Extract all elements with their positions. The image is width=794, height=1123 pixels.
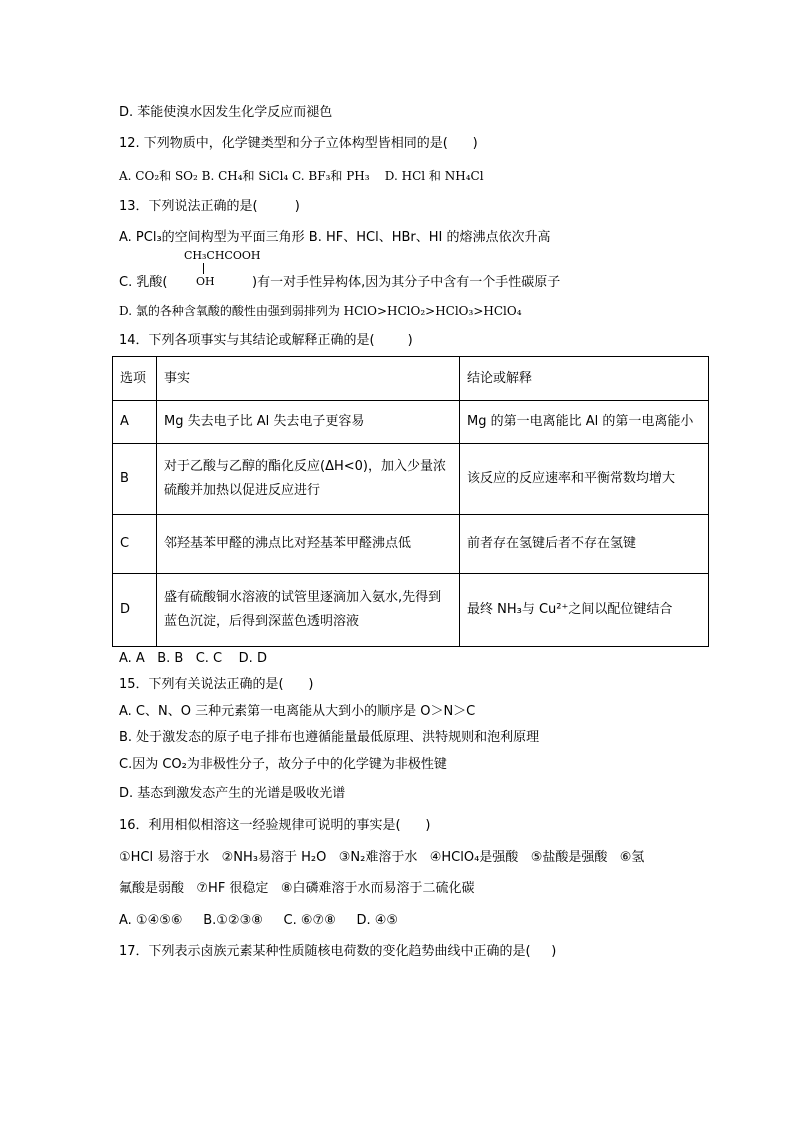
lactic-acid-formula-oh: OH <box>196 275 215 288</box>
q16-line2: 氟酸是弱酸 ⑦HF 很稳定 ⑧白磷难溶于水而易溶于二硫化碳 <box>119 881 475 896</box>
formula-bond <box>203 263 204 274</box>
q15-stem: 15．下列有关说法正确的是( ) <box>119 677 314 692</box>
row-fact: 邻羟基苯甲醛的沸点比对羟基苯甲醛沸点低 <box>157 515 460 574</box>
q15-option-d: D. 基态到激发态产生的光谱是吸收光谱 <box>119 786 346 801</box>
row-conclusion: Mg 的第一电离能比 Al 的第一电离能小 <box>460 401 709 444</box>
q16-line1: ①HCl 易溶于水 ②NH₃易溶于 H₂O ③N₂难溶于水 ④HClO₄是强酸 ⑤盐酸是强酸 ⑥氢 <box>119 850 645 865</box>
q15-option-a: A. C、N、O 三种元素第一电离能从大到小的顺序是 O＞N＞C <box>119 704 476 719</box>
q16-stem: 16．利用相似相溶这一经验规律可说明的事实是( ) <box>119 818 431 833</box>
row-conclusion: 前者存在氢键后者不存在氢键 <box>460 515 709 574</box>
q13-option-a: A. PCl₃的空间构型为平面三角形 B. HF、HCl、HBr、HI 的熔沸点依次升高 <box>119 230 551 245</box>
q14-stem: 14．下列各项事实与其结论或解释正确的是( ) <box>119 333 413 348</box>
q11-option-d: D. 苯能使溴水因发生化学反应而褪色 <box>119 105 333 120</box>
row-fact: 对于乙酸与乙醇的酯化反应(ΔH<0)，加入少量浓硫酸并加热以促进反应进行 <box>157 444 460 515</box>
lactic-acid-structure <box>184 249 261 288</box>
header-conclusion: 结论或解释 <box>460 357 709 401</box>
q15-option-c: C.因为 CO₂为非极性分子，故分子中的化学键为非极性键 <box>119 757 447 772</box>
row-fact: Mg 失去电子比 Al 失去电子更容易 <box>157 401 460 444</box>
q12-stem: 12. 下列物质中，化学键类型和分子立体构型皆相同的是( ) <box>119 136 478 151</box>
q13-option-c-prefix: C. 乳酸( <box>119 275 168 290</box>
q12-options: A. CO₂和 SO₂ B. CH₄和 SiCl₄ C. BF₃和 PH₃ D. HCl 和 NH₄Cl <box>119 169 484 183</box>
table-row <box>113 401 709 444</box>
q15-option-b: B. 处于激发态的原子电子排布也遵循能量最低原理、洪特规则和泡利原理 <box>119 730 540 745</box>
table-row <box>113 574 709 647</box>
row-option: C <box>113 515 157 574</box>
q14-table <box>112 356 709 647</box>
row-conclusion: 该反应的反应速率和平衡常数均增大 <box>460 444 709 515</box>
header-option: 选项 <box>113 357 157 401</box>
q13-stem: 13．下列说法正确的是( ) <box>119 199 300 214</box>
q16-options: A. ①④⑤⑥ B.①②③⑧ C. ⑥⑦⑧ D. ④⑤ <box>119 913 399 928</box>
table-row <box>113 444 709 515</box>
table-header-row <box>113 357 709 401</box>
row-fact: 盛有硫酸铜水溶液的试管里逐滴加入氨水,先得到蓝色沉淀，后得到深蓝色透明溶液 <box>157 574 460 647</box>
q13-option-d: D. 氯的各种含氧酸的酸性由强到弱排列为 HClO>HClO₂>HClO₃>HClO₄ <box>119 304 522 318</box>
header-fact: 事实 <box>157 357 460 401</box>
row-option: B <box>113 444 157 515</box>
q13-option-c-suffix: )有一对手性异构体,因为其分子中含有一个手性碳原子 <box>252 275 561 290</box>
row-option: D <box>113 574 157 647</box>
q14-options: A. A B. B C. C D. D <box>119 651 267 666</box>
row-conclusion: 最终 NH₃与 Cu²⁺之间以配位键结合 <box>460 574 709 647</box>
row-option: A <box>113 401 157 444</box>
table-row <box>113 515 709 574</box>
lactic-acid-formula-top: CH₃CHCOOH <box>184 249 261 262</box>
q17-stem: 17．下列表示卤族元素某种性质随核电荷数的变化趋势曲线中正确的是( ) <box>119 944 557 959</box>
